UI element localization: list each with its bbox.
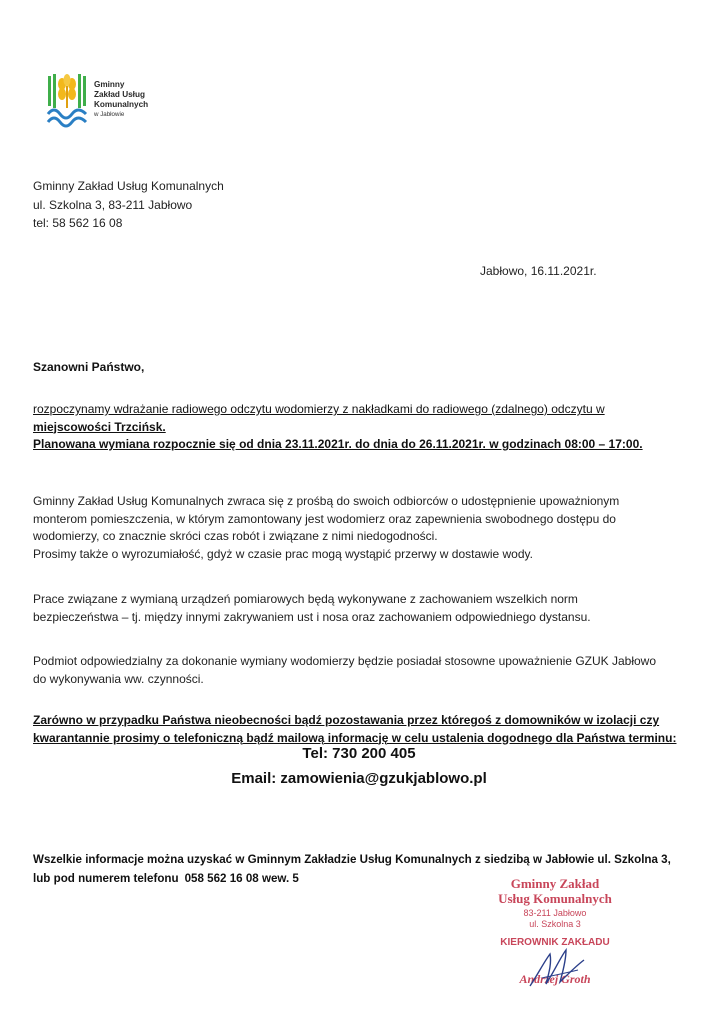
stamp-line-1: Gminny Zakład [510,876,600,891]
sender-street: ul. Szkolna 3, 83-211 Jabłowo [33,197,193,212]
sender-phone: tel: 58 562 16 08 [33,216,123,230]
paragraph-authorization [33,653,683,688]
notice-line-2: kwarantannie prosimy o telefoniczną bądź mailową informację w celu ustalenia dogodnego dla Państwa terminu: [33,730,677,745]
wheat-logo-icon [46,72,88,128]
paragraph-3-line-2: do wykonywania ww. czynności. [33,671,204,686]
letter-date: Jabłowo, 16.11.2021r. [480,264,597,278]
footer-phone-label: lub pod numerem telefonu [33,872,179,885]
contact-email: Email: zamowienia@gzukjablowo.pl [231,770,487,787]
notice-line-1: Zarówno w przypadku Państwa nieobecności bądź pozostawania przez któregoś z domowników w izolacji czy [33,713,660,727]
stamp-line-4: ul. Szkolna 3 [529,919,581,929]
salutation: Szanowni Państwo, [33,360,145,374]
stamp-line-5: KIEROWNIK ZAKŁADU [500,937,610,948]
footer-line-1: Wszelkie informacje można uzyskać w Gminnym Zakładzie Usług Komunalnych z siedzibą w Jabłowie ul. Szkolna 3, [33,853,671,866]
logo-text [94,80,148,120]
intro-line-3: Planowana wymiana rozpocznie się od dnia 23.11.2021r. do dnia do 26.11.2021r. w godzinach 08:00 – 17:00. [33,437,643,451]
contact-phone: Tel: 730 200 405 [302,745,416,762]
paragraph-3-line-1: Podmiot odpowiedzialny za dokonanie wymiany wodomierzy będzie posiadał stosowne upoważnienie GZUK Jabłowo [33,654,657,668]
sender-name: Gminny Zakład Usług Komunalnych [33,179,224,193]
logo-line-3: Komunalnych [94,100,149,109]
handwritten-signature-icon [520,944,590,994]
sender-address [33,177,224,233]
quarantine-notice [33,712,693,747]
footer-phone-number: 058 562 16 08 wew. 5 [184,872,299,885]
intro-paragraph [33,401,673,454]
paragraph-1-line-1: Gminny Zakład Usług Komunalnych zwraca się z prośbą do swoich odbiorców o udostępnienie upoważnionym [33,494,620,508]
intro-line-1: rozpoczynamy wdrażanie radiowego odczytu wodomierzy z nakładkami do radiowego (zdalnego) odczytu w [33,402,605,416]
logo-line-4: w Jabłowie [94,111,125,118]
logo-line-1: Gminny [94,80,125,89]
paragraph-1-line-3: wodomierzy, co znacznie skróci czas robót i związane z nimi niedogodności. [33,529,438,543]
stamp-line-3: 83-211 Jabłowo [523,908,587,918]
stamp-line-2: Usług Komunalnych [498,891,612,906]
paragraph-request [33,493,683,563]
paragraph-1-line-4: Prosimy także o wyrozumiałość, gdyż w czasie prac mogą wystąpić przerwy w dostawie wody. [33,546,533,561]
paragraph-2-line-1: Prace związane z wymianą urządzeń pomiarowych będą wykonywane z zachowaniem wszelkich norm [33,592,578,606]
paragraph-1-line-2: monterom pomieszczenia, w którym zamontowany jest wodomierz oraz zapewnienia swobodnego dostępu do [33,511,616,526]
intro-line-2: miejscowości Trzcińsk. [33,419,166,434]
stamp-signatory: Andrzej Groth [519,972,591,986]
paragraph-safety [33,591,683,626]
paragraph-2-line-2: bezpieczeństwa – tj. między innymi zakrywaniem ust i nosa oraz zachowaniem odpowiedniego dystansu. [33,609,591,624]
logo-line-2: Zakład Usług [94,90,145,99]
company-logo [46,72,156,132]
